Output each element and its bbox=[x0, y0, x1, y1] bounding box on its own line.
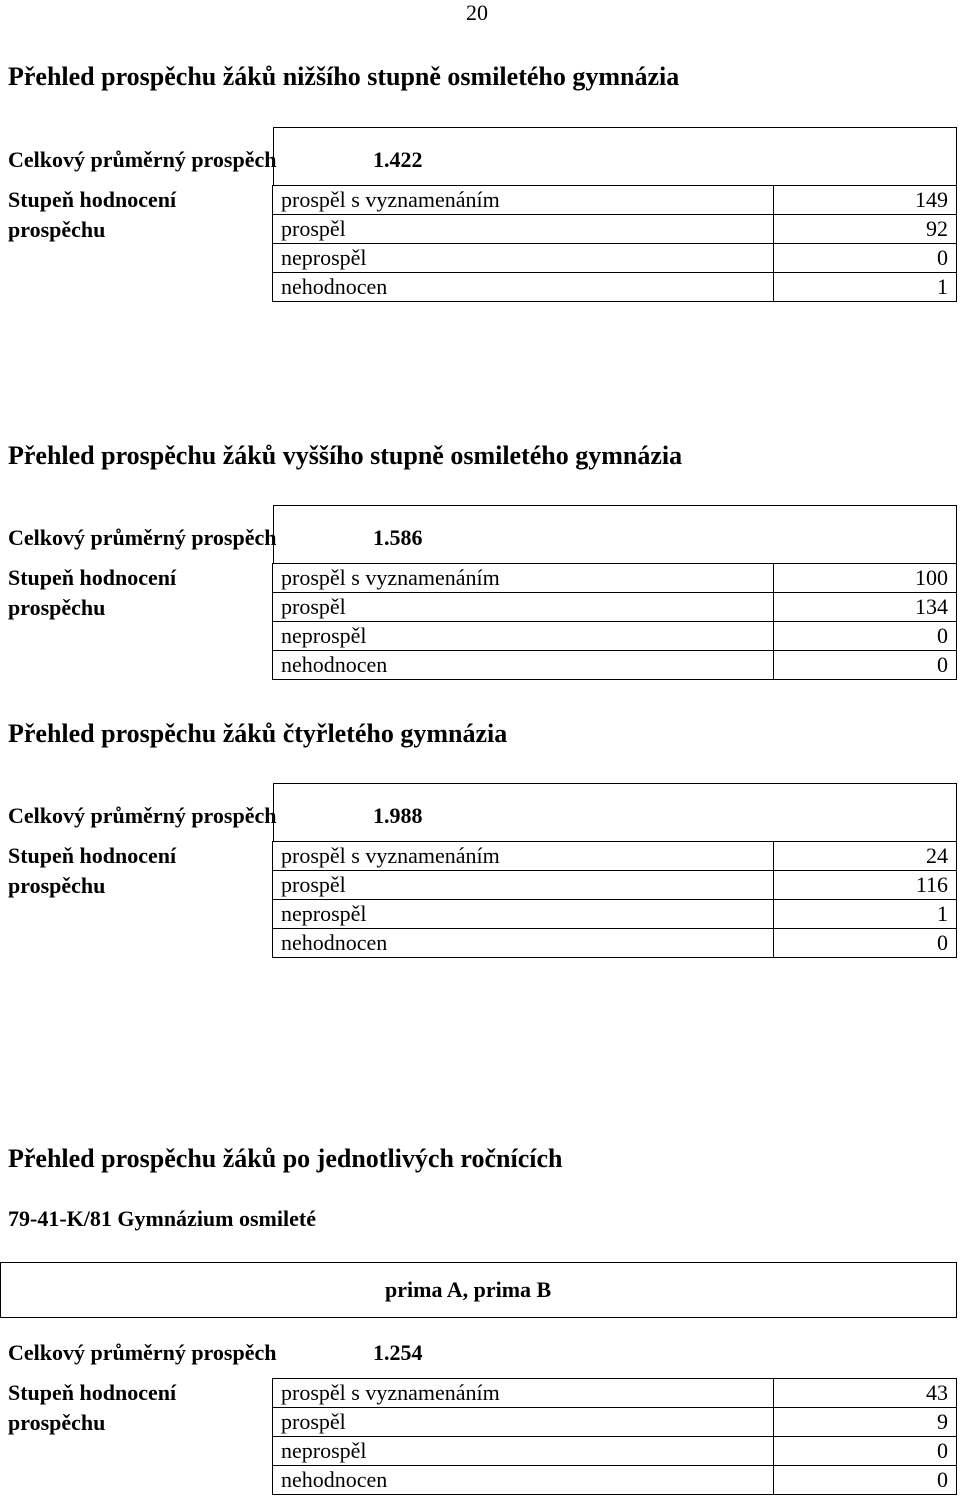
grade-table bbox=[272, 1378, 957, 1495]
row-label: prospěl s vyznamenáním bbox=[273, 842, 774, 871]
table-row bbox=[273, 273, 957, 302]
grade-label-line2: prospěchu bbox=[8, 217, 106, 242]
table-row bbox=[273, 564, 957, 593]
row-value: 24 bbox=[774, 842, 957, 871]
row-label: neprospěl bbox=[273, 900, 774, 929]
row-label: nehodnocen bbox=[273, 651, 774, 680]
row-value: 92 bbox=[774, 215, 957, 244]
table-row bbox=[273, 186, 957, 215]
table-row bbox=[273, 842, 957, 871]
average-row bbox=[0, 797, 957, 835]
row-label: nehodnocen bbox=[273, 1466, 774, 1495]
table-row bbox=[273, 215, 957, 244]
average-label: Celkový průměrný prospěch bbox=[8, 525, 277, 550]
summary-lower-stage bbox=[0, 127, 957, 305]
table-row bbox=[273, 651, 957, 680]
grade-label-line1: Stupeň hodnocení bbox=[8, 187, 177, 212]
table-row bbox=[273, 622, 957, 651]
grade-label bbox=[8, 841, 258, 901]
grade-label bbox=[8, 563, 258, 623]
row-value: 116 bbox=[774, 871, 957, 900]
table-row bbox=[273, 593, 957, 622]
grade-label-line2: prospěchu bbox=[8, 595, 106, 620]
row-value: 1 bbox=[774, 900, 957, 929]
row-value: 0 bbox=[774, 622, 957, 651]
average-row bbox=[0, 1334, 957, 1372]
row-label: neprospěl bbox=[273, 1437, 774, 1466]
row-label: nehodnocen bbox=[273, 929, 774, 958]
table-row bbox=[273, 871, 957, 900]
grade-label-line1: Stupeň hodnocení bbox=[8, 843, 177, 868]
grade-table bbox=[272, 841, 957, 958]
row-value: 100 bbox=[774, 564, 957, 593]
class-name: prima A, prima B bbox=[385, 1277, 552, 1302]
row-label: neprospěl bbox=[273, 244, 774, 273]
section-title-by-grade: Přehled prospěchu žáků po jednotlivých ročnících bbox=[8, 1144, 563, 1173]
section-title-four-year: Přehled prospěchu žáků čtyřletého gymnázia bbox=[8, 719, 508, 748]
row-label: prospěl bbox=[273, 871, 774, 900]
table-row bbox=[273, 1379, 957, 1408]
grade-label-line1: Stupeň hodnocení bbox=[8, 565, 177, 590]
row-label: prospěl bbox=[273, 593, 774, 622]
table-row bbox=[273, 929, 957, 958]
summary-upper-stage bbox=[0, 505, 957, 683]
row-label: prospěl s vyznamenáním bbox=[273, 564, 774, 593]
summary-four-year bbox=[0, 783, 957, 961]
grade-label-line2: prospěchu bbox=[8, 1410, 106, 1435]
grade-table bbox=[272, 563, 957, 680]
page-number: 20 bbox=[466, 0, 488, 25]
table-row bbox=[273, 1408, 957, 1437]
program-subtitle: 79-41-K/81 Gymnázium osmileté bbox=[8, 1206, 316, 1231]
row-label: prospěl s vyznamenáním bbox=[273, 186, 774, 215]
row-value: 134 bbox=[774, 593, 957, 622]
average-label: Celkový průměrný prospěch bbox=[8, 803, 277, 828]
table-row bbox=[273, 900, 957, 929]
section-title-lower-stage: Přehled prospěchu žáků nižšího stupně osmiletého gymnázia bbox=[8, 62, 680, 91]
grade-label-line1: Stupeň hodnocení bbox=[8, 1380, 177, 1405]
average-value: 1.254 bbox=[373, 1340, 423, 1365]
table-row bbox=[273, 1437, 957, 1466]
row-value: 0 bbox=[774, 929, 957, 958]
row-value: 0 bbox=[774, 244, 957, 273]
grade-label bbox=[8, 185, 258, 245]
average-label: Celkový průměrný prospěch bbox=[8, 1340, 277, 1365]
average-row bbox=[0, 141, 957, 179]
average-row bbox=[0, 519, 957, 557]
row-value: 9 bbox=[774, 1408, 957, 1437]
average-value: 1.422 bbox=[373, 147, 423, 172]
summary-prima bbox=[0, 1262, 957, 1498]
class-box bbox=[0, 1262, 957, 1318]
row-value: 0 bbox=[774, 1466, 957, 1495]
row-value: 43 bbox=[774, 1379, 957, 1408]
grade-table bbox=[272, 185, 957, 302]
row-label: prospěl bbox=[273, 1408, 774, 1437]
average-value: 1.988 bbox=[373, 803, 423, 828]
row-value: 1 bbox=[774, 273, 957, 302]
row-label: nehodnocen bbox=[273, 273, 774, 302]
average-value: 1.586 bbox=[373, 525, 423, 550]
row-value: 0 bbox=[774, 651, 957, 680]
section-title-upper-stage: Přehled prospěchu žáků vyššího stupně osmiletého gymnázia bbox=[8, 441, 683, 470]
row-label: neprospěl bbox=[273, 622, 774, 651]
grade-label-line2: prospěchu bbox=[8, 873, 106, 898]
row-label: prospěl bbox=[273, 215, 774, 244]
row-value: 149 bbox=[774, 186, 957, 215]
row-value: 0 bbox=[774, 1437, 957, 1466]
average-label: Celkový průměrný prospěch bbox=[8, 147, 277, 172]
grade-label bbox=[8, 1378, 258, 1438]
table-row bbox=[273, 244, 957, 273]
row-label: prospěl s vyznamenáním bbox=[273, 1379, 774, 1408]
table-row bbox=[273, 1466, 957, 1495]
